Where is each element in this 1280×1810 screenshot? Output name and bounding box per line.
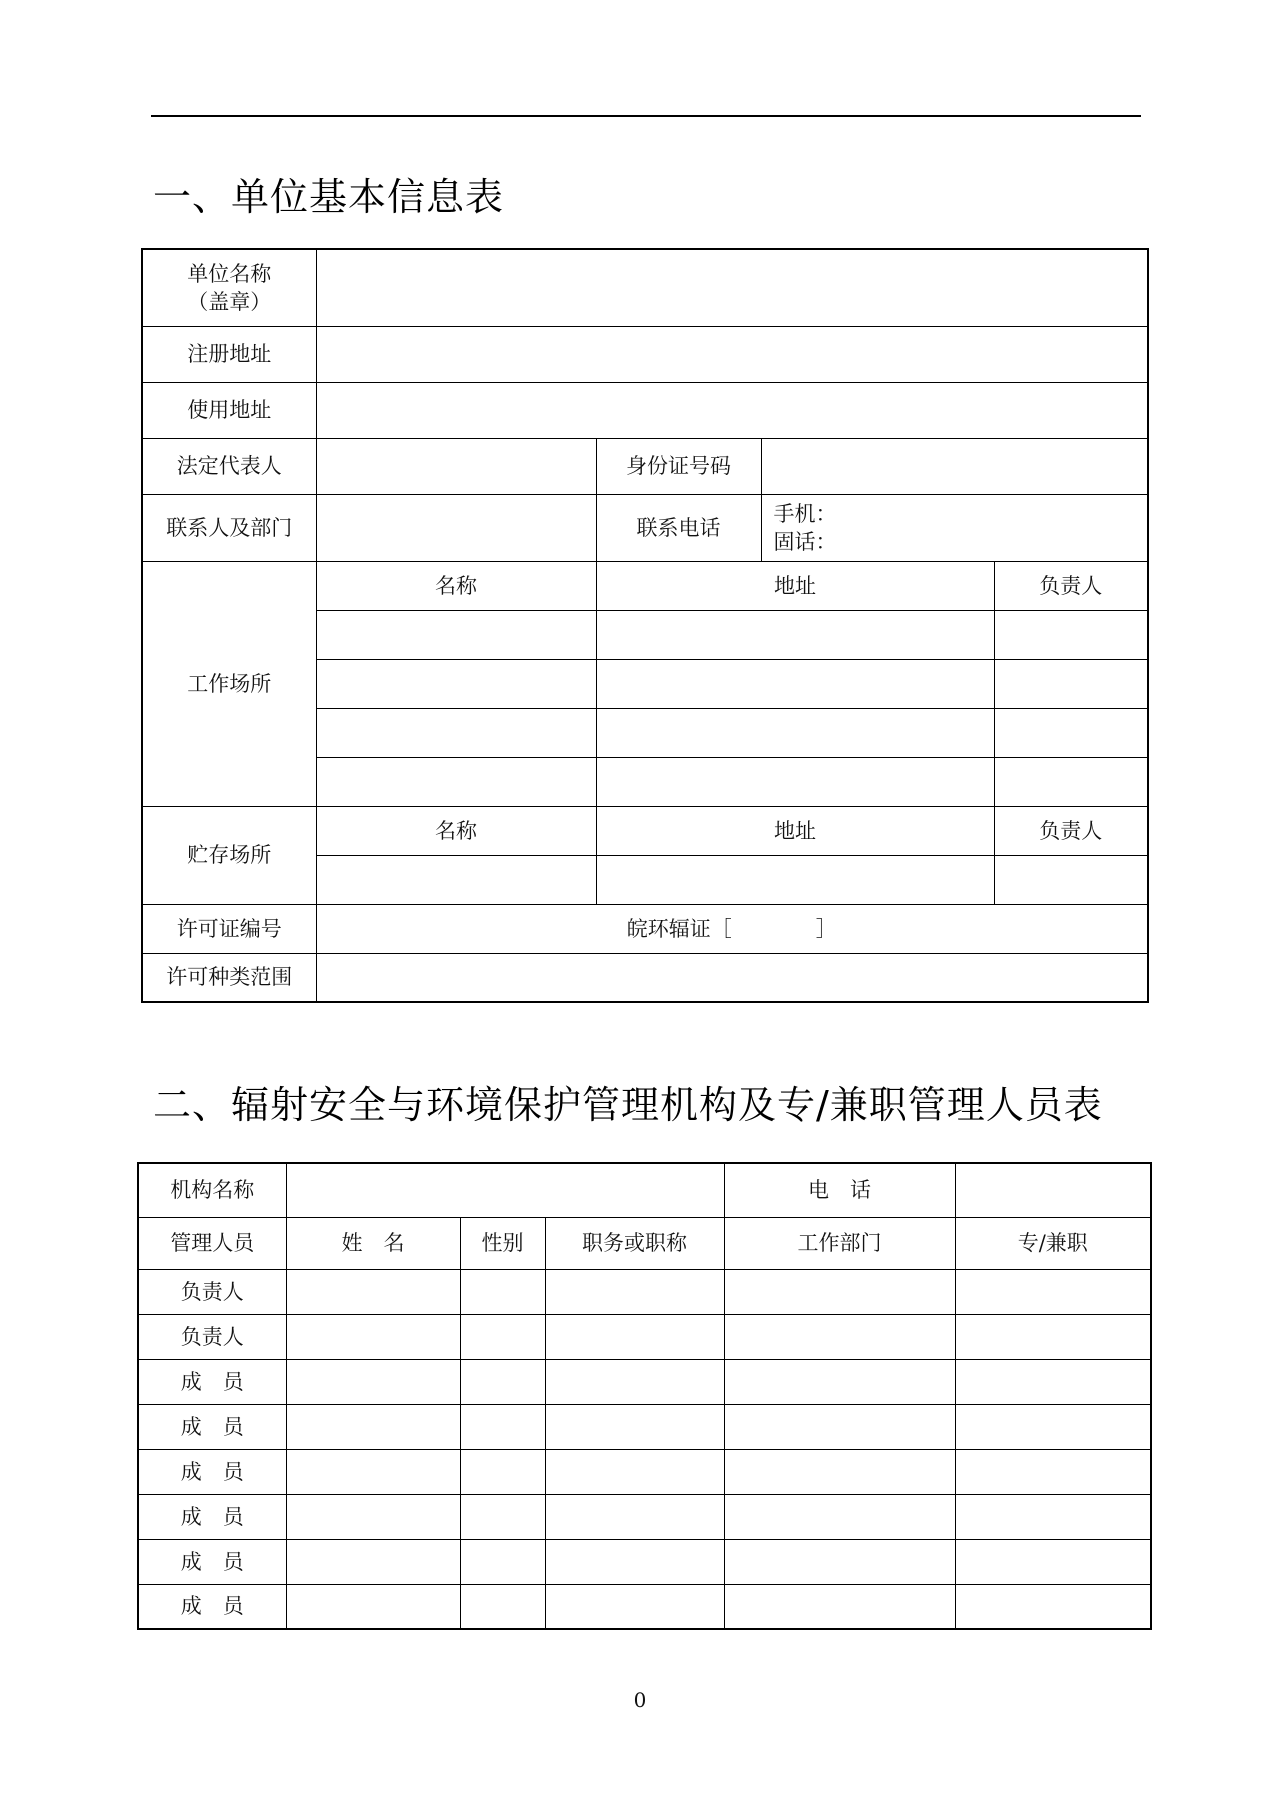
name-cell[interactable] xyxy=(286,1539,460,1584)
name-cell[interactable] xyxy=(286,1404,460,1449)
name-cell[interactable] xyxy=(286,1314,460,1359)
workplace-name-cell[interactable] xyxy=(316,757,596,806)
legal-rep-label: 法定代表人 xyxy=(142,438,316,494)
role-label: 负责人 xyxy=(138,1269,286,1314)
employment-cell[interactable] xyxy=(955,1314,1151,1359)
section2-heading: 二、辐射安全与环境保护管理机构及专/兼职管理人员表 xyxy=(153,1083,1103,1127)
phone-label: 联系电话 xyxy=(596,494,761,561)
gender-cell[interactable] xyxy=(460,1404,545,1449)
staff-row xyxy=(138,1359,1151,1404)
workplace-col-manager: 负责人 xyxy=(994,561,1148,610)
name-cell[interactable] xyxy=(286,1494,460,1539)
col-gender: 性别 xyxy=(460,1217,545,1269)
unit-name-text: 单位名称 xyxy=(187,261,272,286)
role-label: 成 员 xyxy=(138,1404,286,1449)
department-cell[interactable] xyxy=(724,1494,955,1539)
gender-cell[interactable] xyxy=(460,1449,545,1494)
col-staff: 管理人员 xyxy=(138,1217,286,1269)
department-cell[interactable] xyxy=(724,1584,955,1629)
role-label: 成 员 xyxy=(138,1449,286,1494)
workplace-address-cell[interactable] xyxy=(596,757,994,806)
workplace-address-cell[interactable] xyxy=(596,610,994,659)
workplace-name-cell[interactable] xyxy=(316,708,596,757)
title-cell[interactable] xyxy=(545,1269,724,1314)
employment-cell[interactable] xyxy=(955,1359,1151,1404)
row-reg-address xyxy=(142,326,1148,382)
seal-note: （盖章） xyxy=(187,289,272,314)
unit-name-field[interactable] xyxy=(316,249,1148,326)
landline-label: 固话： xyxy=(773,529,837,554)
workplace-name-cell[interactable] xyxy=(316,610,596,659)
title-cell[interactable] xyxy=(545,1314,724,1359)
workplace-col-address: 地址 xyxy=(596,561,994,610)
name-cell[interactable] xyxy=(286,1359,460,1404)
id-number-field[interactable] xyxy=(761,438,1148,494)
page-number: 0 xyxy=(633,1688,647,1712)
name-cell[interactable] xyxy=(286,1269,460,1314)
staff-row xyxy=(138,1404,1151,1449)
management-table xyxy=(137,1162,1152,1630)
row-unit-name xyxy=(142,249,1148,326)
employment-cell[interactable] xyxy=(955,1269,1151,1314)
unit-name-label xyxy=(142,249,316,326)
license-scope-label: 许可种类范围 xyxy=(142,953,316,1002)
contact-field[interactable] xyxy=(316,494,596,561)
license-scope-field[interactable] xyxy=(316,953,1148,1002)
workplace-address-cell[interactable] xyxy=(596,708,994,757)
storage-col-manager: 负责人 xyxy=(994,806,1148,855)
gender-cell[interactable] xyxy=(460,1359,545,1404)
org-name-field[interactable] xyxy=(286,1163,724,1217)
row-license-no xyxy=(142,904,1148,953)
section1-heading: 一、单位基本信息表 xyxy=(153,175,505,219)
gender-cell[interactable] xyxy=(460,1539,545,1584)
row-contact xyxy=(142,494,1148,561)
employment-cell[interactable] xyxy=(955,1584,1151,1629)
workplace-manager-cell[interactable] xyxy=(994,659,1148,708)
col-name: 姓 名 xyxy=(286,1217,460,1269)
workplace-name-cell[interactable] xyxy=(316,659,596,708)
use-address-field[interactable] xyxy=(316,382,1148,438)
department-cell[interactable] xyxy=(724,1449,955,1494)
reg-address-label: 注册地址 xyxy=(142,326,316,382)
title-cell[interactable] xyxy=(545,1359,724,1404)
gender-cell[interactable] xyxy=(460,1314,545,1359)
workplace-col-name: 名称 xyxy=(316,561,596,610)
phone-field[interactable] xyxy=(761,494,1148,561)
name-cell[interactable] xyxy=(286,1584,460,1629)
employment-cell[interactable] xyxy=(955,1404,1151,1449)
storage-col-name: 名称 xyxy=(316,806,596,855)
role-label: 负责人 xyxy=(138,1314,286,1359)
employment-cell[interactable] xyxy=(955,1494,1151,1539)
staff-row xyxy=(138,1494,1151,1539)
title-cell[interactable] xyxy=(545,1539,724,1584)
tel-field[interactable] xyxy=(955,1163,1151,1217)
top-rule xyxy=(151,115,1141,117)
id-number-label: 身份证号码 xyxy=(596,438,761,494)
reg-address-field[interactable] xyxy=(316,326,1148,382)
use-address-label: 使用地址 xyxy=(142,382,316,438)
workplace-manager-cell[interactable] xyxy=(994,757,1148,806)
title-cell[interactable] xyxy=(545,1449,724,1494)
storage-col-address: 地址 xyxy=(596,806,994,855)
role-label: 成 员 xyxy=(138,1494,286,1539)
workplace-manager-cell[interactable] xyxy=(994,708,1148,757)
storage-address-cell[interactable] xyxy=(596,855,994,904)
legal-rep-field[interactable] xyxy=(316,438,596,494)
department-cell[interactable] xyxy=(724,1539,955,1584)
row-legal-rep xyxy=(142,438,1148,494)
role-label: 成 员 xyxy=(138,1584,286,1629)
title-cell[interactable] xyxy=(545,1404,724,1449)
staff-header-row xyxy=(138,1217,1151,1269)
department-cell[interactable] xyxy=(724,1269,955,1314)
workplace-header-row xyxy=(142,561,1148,610)
staff-row xyxy=(138,1584,1151,1629)
employment-cell[interactable] xyxy=(955,1449,1151,1494)
workplace-manager-cell[interactable] xyxy=(994,610,1148,659)
contact-label: 联系人及部门 xyxy=(142,494,316,561)
storage-name-cell[interactable] xyxy=(316,855,596,904)
org-name-label: 机构名称 xyxy=(138,1163,286,1217)
storage-header-row xyxy=(142,806,1148,855)
unit-info-table xyxy=(141,248,1149,1003)
title-cell[interactable] xyxy=(545,1584,724,1629)
gender-cell[interactable] xyxy=(460,1494,545,1539)
storage-label: 贮存场所 xyxy=(142,806,316,904)
workplace-address-cell[interactable] xyxy=(596,659,994,708)
row-use-address xyxy=(142,382,1148,438)
name-cell[interactable] xyxy=(286,1449,460,1494)
row-license-scope xyxy=(142,953,1148,1002)
staff-row xyxy=(138,1269,1151,1314)
staff-row xyxy=(138,1539,1151,1584)
staff-row xyxy=(138,1449,1151,1494)
license-no-field[interactable]: 皖环辐证［ ］ xyxy=(316,904,1148,953)
department-cell[interactable] xyxy=(724,1404,955,1449)
workplace-label: 工作场所 xyxy=(142,561,316,806)
storage-manager-cell[interactable] xyxy=(994,855,1148,904)
col-title: 职务或职称 xyxy=(545,1217,724,1269)
department-cell[interactable] xyxy=(724,1359,955,1404)
employment-cell[interactable] xyxy=(955,1539,1151,1584)
gender-cell[interactable] xyxy=(460,1584,545,1629)
department-cell[interactable] xyxy=(724,1314,955,1359)
role-label: 成 员 xyxy=(138,1539,286,1584)
col-fulltime-parttime: 专/兼职 xyxy=(955,1217,1151,1269)
col-department: 工作部门 xyxy=(724,1217,955,1269)
staff-row xyxy=(138,1314,1151,1359)
gender-cell[interactable] xyxy=(460,1269,545,1314)
org-row xyxy=(138,1163,1151,1217)
role-label: 成 员 xyxy=(138,1359,286,1404)
title-cell[interactable] xyxy=(545,1494,724,1539)
tel-label: 电 话 xyxy=(724,1163,955,1217)
mobile-label: 手机： xyxy=(773,501,837,526)
license-no-label: 许可证编号 xyxy=(142,904,316,953)
